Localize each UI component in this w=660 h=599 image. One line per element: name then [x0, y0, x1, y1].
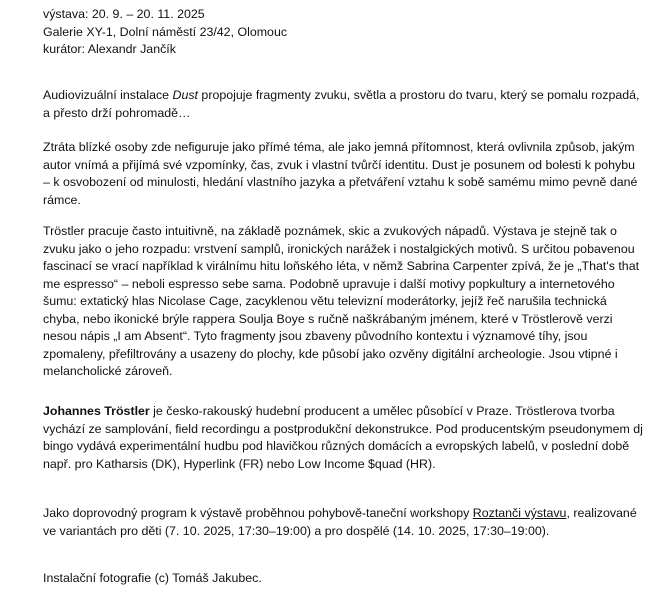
exhibition-curator: kurátor: Alexandr Jančík	[43, 42, 176, 56]
photo-credits	[43, 570, 643, 588]
intro-text-before: Audiovizuální instalace	[43, 88, 173, 102]
artist-bio-text: je česko-rakouský hudební producent a umělec působící v Praze. Tröstlerova tvorba vychází ze samplování, field recordingu a postprodukční dekonstrukce. Pod producentským pseudonymem dj bingo vydává experimentální hudbu pod hlavičkou různých domácích a evropských labelů, v poslední době např. pro Katharsis (DK), Hyperlink (FR) nebo Low Income $quad (HR).	[43, 404, 643, 471]
artist-name: Johannes Tröstler	[43, 404, 150, 418]
workshop-link[interactable]: Roztanči výstavu	[472, 506, 567, 520]
method-paragraph	[43, 223, 643, 381]
theme-paragraph	[43, 139, 643, 209]
intro-paragraph	[43, 87, 643, 122]
work-title: Dust	[172, 88, 198, 102]
intro-text-after: propojuje fragmenty zvuku, světla a prostoru do tvaru, který se pomalu rozpadá, a přesto drží pohromadě…	[43, 88, 640, 120]
photo-credits-text: Instalační fotografie (c) Tomáš Jakubec.	[43, 571, 262, 585]
exhibition-dates: výstava: 20. 9. – 20. 11. 2025	[43, 7, 205, 21]
theme-text: Ztráta blízké osoby zde nefiguruje jako přímé téma, ale jako jemná přítomnost, která ovlivnila způsob, jakým autor vnímá a přijímá své vzpomínky, čas, zvuk i vlastní tvůrčí identitu. Dust je posunem od bolesti k pohybu – k osvobození od minulosti, hledání vlastního jazyka a přetváření vztahu k sobě samému mimo pevně dané rámce.	[43, 140, 638, 207]
program-text-after: , realizované ve variantách pro děti (7. 10. 2025, 17:30–19:00) a pro dospělé (14. 10. 2025, 17:30–19:00).	[43, 506, 637, 538]
artist-bio	[43, 403, 643, 473]
method-text: Tröstler pracuje často intuitivně, na základě poznámek, skic a zvukových nápadů. Výstava je stejně tak o zvuku jako o jeho rozpadu: vrstvení samplů, ironických narážek i nostalgických motivů. S určitou pobavenou fascinací se vrací například k virálnímu hitu loňského léta, v němž Sabrina Carpenter zpívá, že je „That's that me espresso“ – neboli espresso sebe sama. Podobně upravuje i další motivy popkultury a internetového šumu: extatický hlas Nicolase Cage, zacyklenou větu televizní moderátorky, jejíž řeč narušila technická chyba, nebo ikonické brýle rappera Soulja Boye s ručně naškrábaným jménem, které v Tröstlerově verzi nesou nápis „I am Absent“. Tyto fragmenty jsou zbaveny původního kontextu i významové tíhy, jsou zpomaleny, přefiltrovány a usazeny do plochy, kde působí jako ozvěny digitální archeologie. Jsou vtipné i melancholické zároveň.	[43, 224, 640, 378]
program-text-before: Jako doprovodný program k výstavě proběhnou pohybově-taneční workshopy	[43, 506, 473, 520]
exhibition-venue: Galerie XY-1, Dolní náměstí 23/42, Olomouc	[43, 24, 288, 39]
exhibition-meta	[43, 6, 643, 59]
accompanying-program	[43, 505, 643, 540]
